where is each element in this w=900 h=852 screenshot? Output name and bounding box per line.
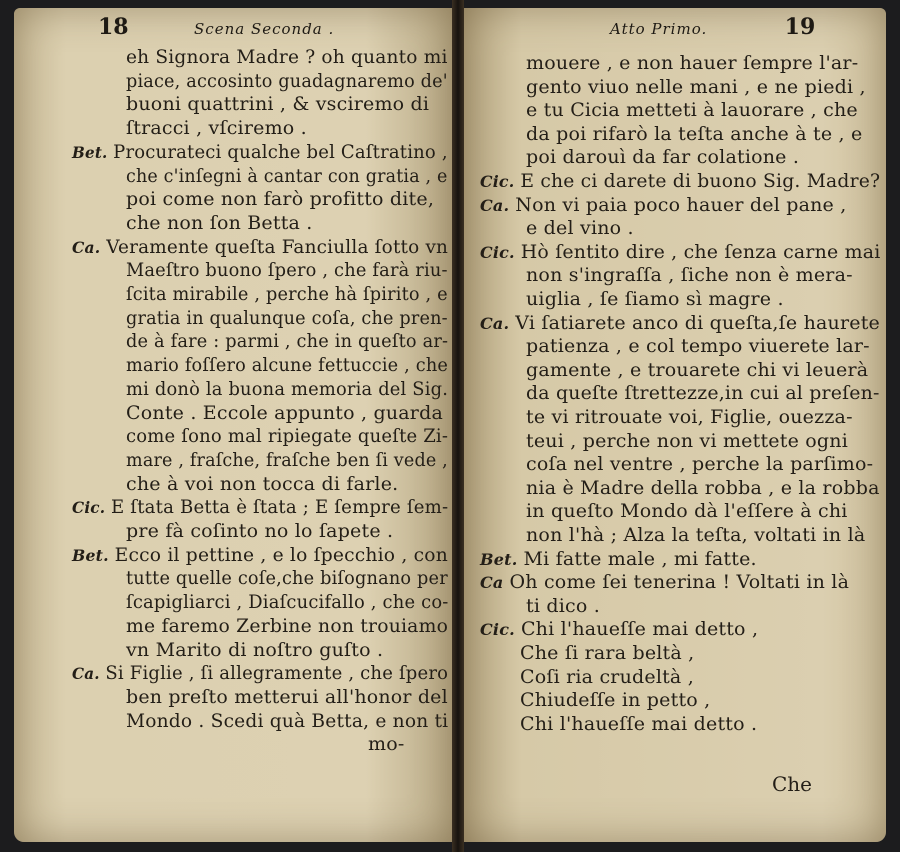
text-line <box>526 524 865 546</box>
line-text: Vi ſatiarete anco di queſta,ſe haurete <box>515 311 880 334</box>
text-line <box>126 591 449 613</box>
text-line <box>480 194 846 217</box>
text-line <box>526 382 880 404</box>
speaker-label: Cic. <box>480 242 515 262</box>
line-text: mo- <box>368 733 405 756</box>
text-line <box>126 188 434 210</box>
line-text: Ecco il pettine , e lo ſpecchio , con <box>114 543 448 566</box>
text-line <box>520 666 694 688</box>
text-line <box>526 359 868 381</box>
text-line <box>480 241 880 264</box>
speaker-label: Cic. <box>480 620 515 640</box>
text-line <box>126 259 448 281</box>
text-line <box>126 449 448 471</box>
line-text: E che ci darete di buono Sig. Madre? <box>520 170 881 192</box>
left-page-number: 18 <box>98 14 129 40</box>
text-line <box>126 639 383 661</box>
text-line <box>480 548 757 571</box>
text-line <box>126 330 448 352</box>
text-line <box>126 567 448 589</box>
line-text: ſtracci , vſciremo . <box>126 117 307 140</box>
line-text: che à voi non tocca di farle. <box>126 472 399 495</box>
line-text: Mondo . Scedi quà Betta, e non ti <box>126 709 449 732</box>
line-text: E ſtata Betta è ſtata ; E ſempre ſem- <box>110 496 449 519</box>
text-line <box>126 615 448 637</box>
line-text: nia è Madre della robba , e la robba <box>526 476 880 499</box>
line-text: Coſi ria crudeltà , <box>520 665 694 688</box>
line-text: eh Signora Madre ? oh quanto mi <box>126 46 448 68</box>
text-line <box>480 571 849 594</box>
line-text: gamente , e trouarete chi vi leuerà <box>526 358 869 381</box>
line-text: teui , perche non vi mettete ogni <box>526 429 848 452</box>
line-text: Conte . Eccole appunto , guarda <box>126 401 443 424</box>
line-text: pre fà coſinto no lo ſapete . <box>126 520 394 542</box>
line-text: piace, accosinto guadagnaremo de' <box>126 69 448 92</box>
text-line <box>126 117 307 139</box>
text-line <box>126 425 448 447</box>
left-page-header <box>98 14 334 40</box>
text-line <box>526 453 873 475</box>
speaker-label: Cic. <box>480 172 515 191</box>
text-line <box>126 473 398 495</box>
text-line <box>526 123 862 145</box>
text-line <box>72 496 448 519</box>
text-line <box>126 354 448 376</box>
text-line <box>126 307 448 329</box>
text-line <box>526 595 600 617</box>
text-line <box>126 402 443 424</box>
line-text: Che ſi rara beltà , <box>520 642 695 664</box>
line-text: che c'inſegni à cantar con gratia , e <box>126 164 448 187</box>
line-text: Non vi paia poco hauer del pane , <box>515 193 847 216</box>
line-text: ti dico . <box>526 594 600 617</box>
text-line <box>526 406 853 428</box>
text-line <box>480 312 880 335</box>
text-line <box>126 70 448 92</box>
text-line <box>526 52 858 74</box>
text-line <box>526 146 799 168</box>
book-gutter <box>452 0 464 852</box>
text-line <box>480 170 880 193</box>
text-line <box>526 217 634 239</box>
text-line <box>526 264 853 286</box>
line-text: Procurateci qualche bel Caſtratino , <box>113 140 448 163</box>
text-line <box>72 236 448 259</box>
line-text: mi donò la buona memoria del Sig. <box>126 377 449 400</box>
line-text: e del vino . <box>526 217 634 240</box>
speaker-label: Ca. <box>72 664 100 684</box>
line-text: da queſte ſtrettezze,in cui al preſen- <box>526 382 880 405</box>
line-text: non s'ingraſſa , ſiche non è mera- <box>526 264 853 287</box>
line-text: Hò ſentito dire , che ſenza carne mai <box>520 240 881 263</box>
speaker-label: Bet. <box>480 549 518 569</box>
line-text: me faremo Zerbine non trouiamo <box>126 614 449 637</box>
line-text: tutte quelle coſe,che biſognano per <box>126 567 448 590</box>
text-line <box>72 662 448 685</box>
text-line <box>126 93 429 115</box>
text-line <box>526 477 880 499</box>
text-line <box>526 430 848 452</box>
right-running-title: Atto Primo. <box>610 20 708 38</box>
text-line <box>126 212 313 234</box>
line-text: ſcita mirabile , perche hà ſpirito , e <box>126 283 448 305</box>
text-line <box>480 618 758 641</box>
text-line <box>526 288 784 310</box>
speaker-label: Ca. <box>480 195 510 215</box>
line-text: te vi ritrouate voi, Figlie, ouezza- <box>526 406 853 428</box>
text-line <box>520 713 757 735</box>
line-text: coſa nel ventre , perche la parſimo- <box>526 453 874 476</box>
line-text: patienza , e col tempo viuerete lar- <box>526 335 870 358</box>
line-text: poi darouì da far colatione . <box>526 146 800 169</box>
speaker-label: Cic. <box>72 498 106 518</box>
text-line <box>72 544 448 567</box>
line-text: Veramente queſta Fanciulla ſotto vn <box>106 235 449 258</box>
line-text: buoni quattrini , & vsciremo di <box>126 93 430 116</box>
text-line <box>526 99 858 121</box>
line-text: da poi rifarò la teſta anche à te , e <box>526 122 863 145</box>
left-running-title: Scena Seconda . <box>194 20 335 38</box>
speaker-label: Bet. <box>72 545 109 565</box>
line-text: vn Marito di noſtro guſto . <box>126 638 384 661</box>
line-text: poi come non farò profitto dite, <box>126 188 435 211</box>
text-line <box>520 689 710 711</box>
catchword: Che <box>772 772 813 796</box>
line-text: uiglia , ſe ſiamo sì magre . <box>526 288 784 310</box>
line-text: Oh come ſei tenerina ! Voltati in là <box>509 571 850 594</box>
text-line <box>126 283 448 305</box>
line-text: mouere , e non hauer ſempre l'ar- <box>526 52 859 74</box>
text-line <box>520 642 694 664</box>
line-text: mare , fraſche, fraſche ben ſi vede , <box>126 448 448 471</box>
line-text: Mi fatte male , mi fatte. <box>523 547 757 570</box>
line-text: Si Figlie , ſi allegramente , che ſpero <box>105 662 449 685</box>
text-line <box>526 500 848 522</box>
text-line <box>368 733 404 755</box>
text-line <box>72 141 448 164</box>
line-text: gento viuo nelle mani , e ne piedi , <box>526 75 866 98</box>
line-text: ben preſto metterui all'honor del <box>126 685 448 708</box>
text-line <box>526 335 870 357</box>
speaker-label: Ca <box>480 573 504 593</box>
text-line <box>126 520 393 542</box>
line-text: Chiudeſſe in petto , <box>520 689 711 712</box>
line-text: ſcapigliarci , Diaſcucifallo , che co- <box>126 591 449 614</box>
right-page-header <box>610 14 815 40</box>
line-text: e tu Cicia metteti à lauorare , che <box>526 99 858 122</box>
speaker-label: Bet. <box>72 142 108 162</box>
line-text: mario foſſero alcune fettuccie , che <box>126 354 449 377</box>
line-text: Chi l'haueſſe mai detto . <box>520 712 758 735</box>
text-line <box>126 378 448 400</box>
text-line <box>126 46 448 68</box>
line-text: de à fare : parmi , che in queſto ar- <box>126 330 449 353</box>
text-line <box>526 76 866 98</box>
right-page-number: 19 <box>784 14 816 40</box>
line-text: che non ſon Betta . <box>126 211 313 234</box>
text-line <box>126 165 448 187</box>
speaker-label: Ca. <box>480 313 510 333</box>
text-line <box>126 686 448 708</box>
line-text: come ſono mal ripiegate queſte Zi- <box>126 425 449 448</box>
line-text: Maeſtro buono ſpero , che farà riu- <box>126 259 448 282</box>
line-text: Chi l'haueſſe mai detto , <box>520 618 759 641</box>
line-text: non l'hà ; Alza la teſta, voltati in là <box>526 524 866 546</box>
line-text: gratia in qualunque coſa, che pren- <box>126 306 448 329</box>
line-text: in queſto Mondo dà l'eſſere à chi <box>526 500 848 523</box>
text-line <box>126 710 448 732</box>
speaker-label: Ca. <box>72 237 101 257</box>
